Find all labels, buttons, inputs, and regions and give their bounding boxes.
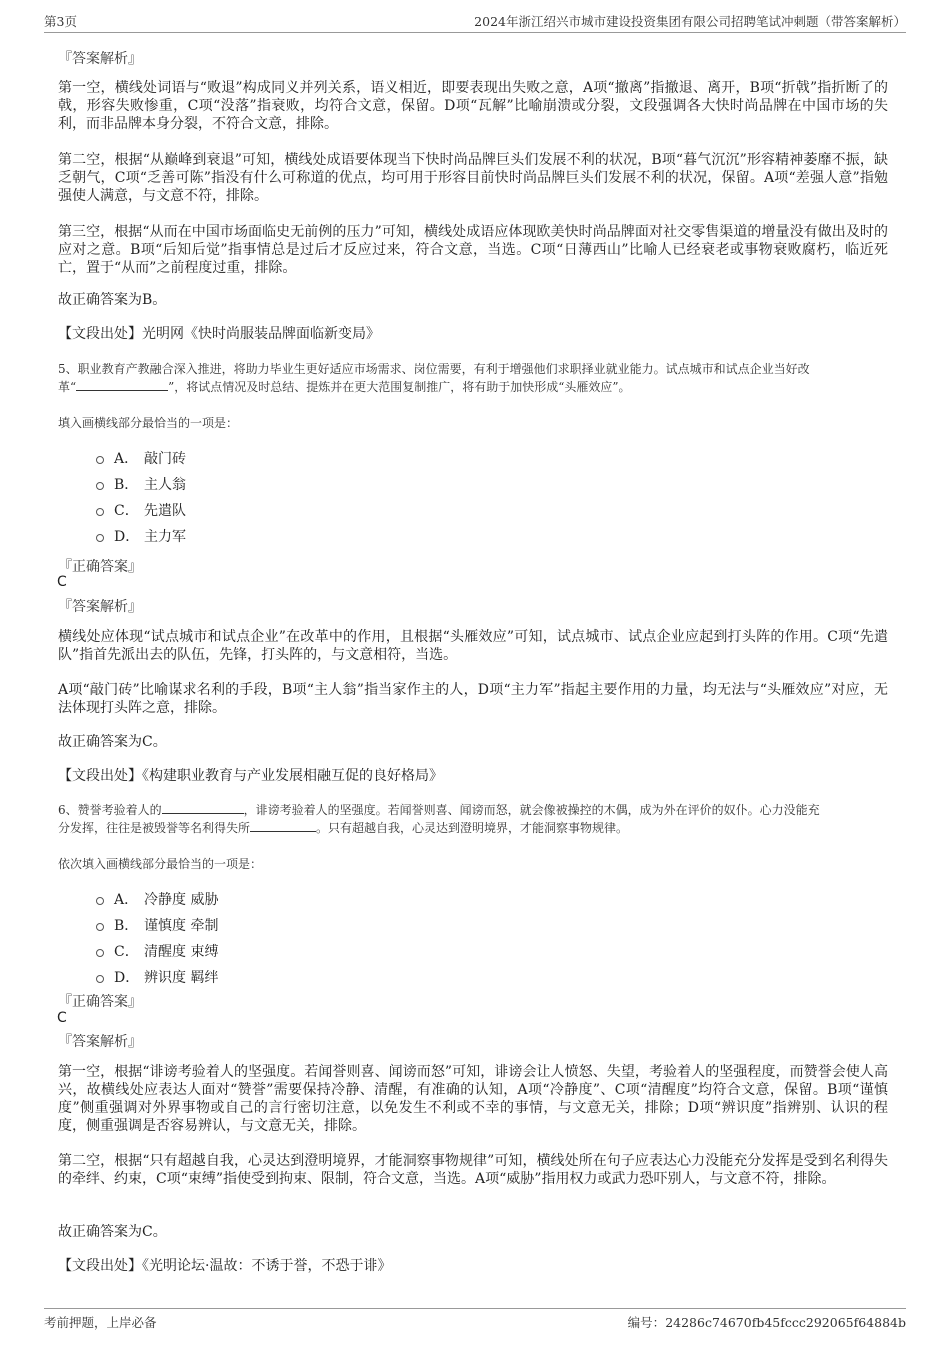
q4-analysis-paragraph-3: 第三空，根据“从而在中国市场面临史无前例的压力”可知，横线处成语应体现欧美快时尚品牌面对社交零售渠道的增量没有做出及时的应对之意。B项“后知后觉”指事情总是过后才反应过来，符合文意，当选。C项“日薄西山”比喻人已经衰老或事物衰败腐朽，临近死亡，置于“从而”之前程度过重，排除。: [58, 224, 888, 276]
q4-source: 【文段出处】光明网《快时尚服装品牌面临新变局》: [58, 326, 380, 342]
q5-stem-line1: 5、职业教育产教融合深入推进，将助力毕业生更好适应市场需求、岗位需要，有利于增强他们求职择业就业能力。试点城市和试点企业当好改: [58, 362, 810, 376]
q5-answer: C: [57, 574, 67, 590]
radio-icon[interactable]: [96, 482, 104, 490]
radio-icon[interactable]: [96, 897, 104, 905]
q6-analysis-paragraph-1: 第一空，根据“诽谤考验着人的坚强度。若闻誉则喜、闻谤而怒”可知，诽谤会让人愤怒、失望，考验着人的坚强程度，而赞誉会使人高兴，故横线处应表达人面对“赞誉”需要保持冷静、清醒，有准确的认知，A项“冷静度”、C项“清醒度”均符合文意，保留。B项“谨慎度”侧重强调对外界事物或自己的言行密切注意，以免发生不利或不幸的事情，与文意无关，排除；D项“辨识度”指辨别、认识的程度，侧重强调是否容易辨认，与文意无关，排除。: [58, 1064, 888, 1134]
q5-stem-line2a: 革“: [58, 380, 77, 394]
page-header: [44, 10, 906, 33]
q5-correct-label: 『正确答案』: [58, 559, 142, 575]
footer-slogan: 考前押题，上岸必备: [44, 1315, 157, 1330]
q5-blank: [76, 378, 168, 391]
q6-option-b[interactable]: B． 谨慎度 牵制: [96, 915, 218, 935]
q6-analysis-paragraph-2: 第二空，根据“只有超越自我，心灵达到澄明境界，才能洞察事物规律”可知，横线处所在句子应表达心力没能充分发挥是受到名利得失的牵绊、约束，C项“束缚”指使受到拘束、限制，符合文意，当选。A项“威胁”指用权力或武力恐吓别人，与文意不符，排除。: [58, 1153, 888, 1187]
radio-icon[interactable]: [96, 975, 104, 983]
q6-stem-part2: ，诽谤考验着人的坚强度。若闻誉则喜、闻谤而怒，就会像被操控的木偶，成为外在评价的奴仆。心力没能充: [243, 803, 820, 817]
radio-icon[interactable]: [96, 923, 104, 931]
document-title: 2024年浙江绍兴市城市建设投资集团有限公司招聘笔试冲刺题（带答案解析）: [474, 14, 906, 29]
q5-analysis-paragraph-2: A项“敲门砖”比喻谋求名利的手段，B项“主人翁”指当家作主的人，D项“主力军”指起主要作用的力量，均无法与“头雁效应”对应，无法体现打头阵之意，排除。: [58, 682, 888, 716]
q6-instruction: 依次填入画横线部分最恰当的一项是：: [58, 857, 263, 871]
q5-conclusion: 故正确答案为C。: [58, 734, 167, 750]
q6-answer: C: [57, 1010, 67, 1026]
document-code: [628, 1313, 906, 1333]
q5-stem-line2b: ”，将试点情况及时总结、提炼并在更大范围复制推广，将有助于加快形成“头雁效应”。: [168, 380, 631, 394]
radio-icon[interactable]: [96, 949, 104, 957]
q5-option-c[interactable]: C． 先遣队: [96, 500, 186, 520]
q6-conclusion: 故正确答案为C。: [58, 1224, 167, 1240]
q5-source: 【文段出处】《构建职业教育与产业发展相融互促的良好格局》: [58, 768, 443, 784]
q6-analysis-label: 『答案解析』: [58, 1034, 142, 1050]
q5-analysis-label: 『答案解析』: [58, 599, 142, 615]
q6-option-a[interactable]: A． 冷静度 威胁: [96, 889, 218, 909]
code-value: 24286c74670fb45fccc292065f64884b: [665, 1315, 906, 1330]
q6-source: 【文段出处】《光明论坛·温故：不诱于誉，不恐于诽》: [58, 1258, 392, 1274]
q6-blank-1: [162, 801, 244, 814]
q5-analysis-paragraph-1: 横线处应体现“试点城市和试点企业”在改革中的作用，且根据“头雁效应”可知，试点城市、试点企业应起到打头阵的作用。C项“先遣队”指首先派出去的队伍，先锋，打头阵的，与文意相符，当选。: [58, 629, 888, 663]
q6-stem-part1: 6、赞誉考验着人的: [58, 803, 162, 817]
code-label: 编号：: [627, 1315, 666, 1330]
radio-icon[interactable]: [96, 508, 104, 516]
q6-option-c[interactable]: C． 清醒度 束缚: [96, 941, 218, 961]
q5-option-a[interactable]: A． 敲门砖: [96, 448, 186, 468]
radio-icon[interactable]: [96, 534, 104, 542]
q6-stem-part3: 分发挥，往往是被毁誉等名利得失所: [58, 821, 251, 835]
q5-option-b[interactable]: B． 主人翁: [96, 474, 186, 494]
q6-correct-label: 『正确答案』: [58, 994, 142, 1010]
q4-analysis-paragraph-2: 第二空，根据“从巅峰到衰退”可知，横线处成语要体现当下快时尚品牌巨头们发展不利的状况，B项“暮气沉沉”形容精神萎靡不振，缺乏朝气，C项“乏善可陈”指没有什么可称道的优点，均可用于形容目前快时尚品牌巨头们发展不利的状况，保留。A项“差强人意”指勉强使人满意，与文意不符，排除。: [58, 152, 888, 204]
q4-analysis-label: 『答案解析』: [58, 51, 142, 67]
page-number: 第3页: [44, 14, 77, 29]
q5-instruction: 填入画横线部分最恰当的一项是：: [58, 416, 239, 430]
page-footer: [44, 1308, 906, 1331]
q4-conclusion: 故正确答案为B。: [58, 292, 167, 308]
q6-blank-2: [250, 819, 316, 832]
q5-stem: [58, 360, 898, 396]
q6-option-d[interactable]: D． 辨识度 羁绊: [96, 967, 218, 987]
q6-stem: [58, 801, 898, 837]
q5-option-d[interactable]: D． 主力军: [96, 526, 186, 546]
radio-icon[interactable]: [96, 456, 104, 464]
q6-stem-part4: 。只有超越自我，心灵达到澄明境界，才能洞察事物规律。: [316, 821, 629, 835]
q4-analysis-paragraph-1: 第一空，横线处词语与“败退”构成同义并列关系，语义相近，即要表现出失败之意，A项“撤离”指撤退、离开，B项“折戟”指折断了的戟，形容失败惨重，C项“没落”指衰败，均符合文意，保留。D项“瓦解”比喻崩溃或分裂，文段强调各大快时尚品牌在中国市场的失利，而非品牌本身分裂，不符合文意，排除。: [58, 80, 888, 132]
